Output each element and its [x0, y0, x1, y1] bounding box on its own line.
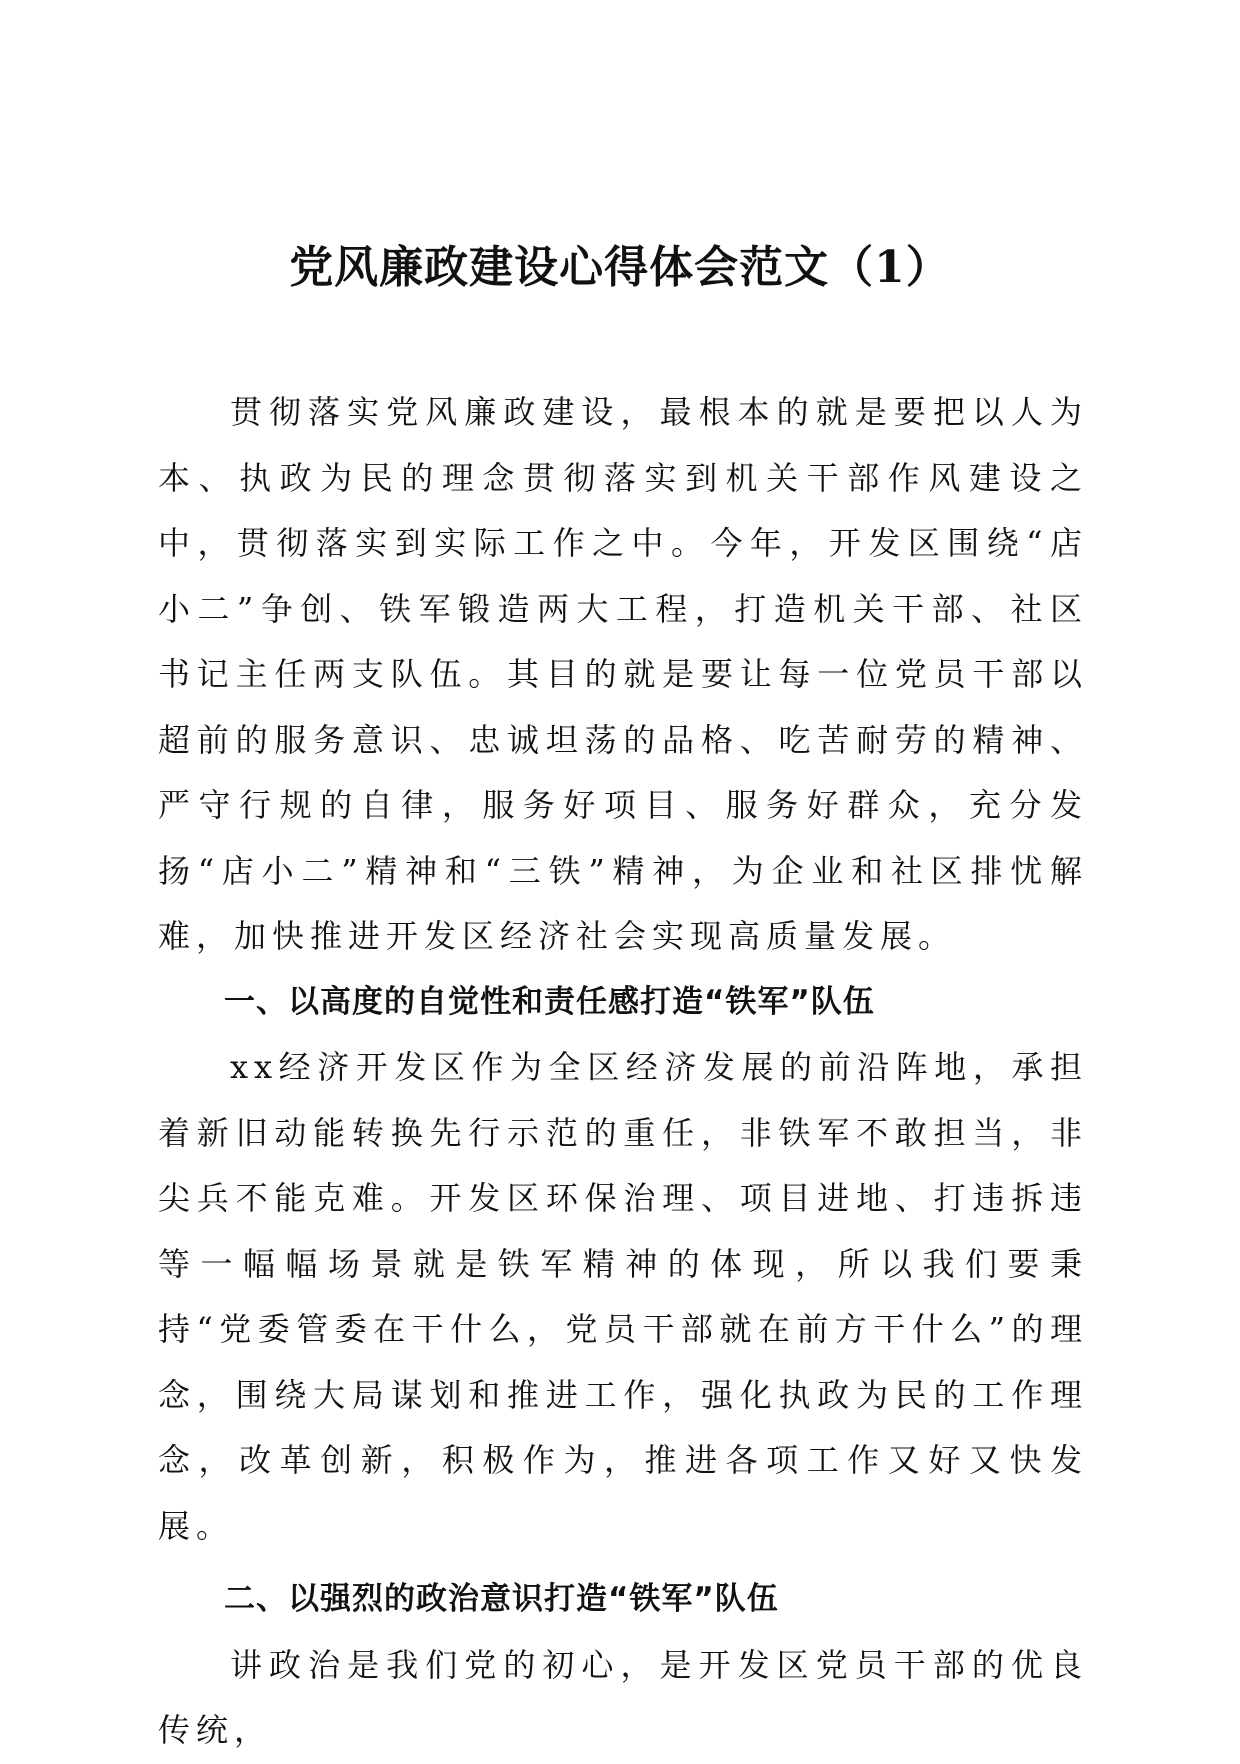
section-heading-2: 二、以强烈的政治意识打造“铁军”队伍: [224, 1581, 779, 1617]
body-paragraph-section-2: 讲政治是我们党的初心，是开发区党员干部的优良传统，: [158, 1645, 1088, 1749]
document-title: 党风廉政建设心得体会范文（1）: [289, 242, 951, 293]
body-paragraph-intro: 贯彻落实党风廉政建设，最根本的就是要把以人为本、执政为民的理念贯彻落实到机关干部作风建设之中，贯彻落实到实际工作之中。今年，开发区围绕“店小二”争创、铁军锻造两大工程，打造机关干部、社区书记主任两支队伍。其目的就是要让每一位党员干部以超前的服务意识、忠诚坦荡的品格、吃苦耐劳的精神、严守行规的自律，服务好项目、服务好群众，充分发扬“店小二”精神和“三铁”精神，为企业和社区排忧解难，加快推进开发区经济社会实现高质量发展。: [158, 393, 1088, 955]
body-paragraph-section-1: xx经济开发区作为全区经济发展的前沿阵地，承担着新旧动能转换先行示范的重任，非铁军不敢担当，非尖兵不能克难。开发区环保治理、项目进地、打违拆违等一幅幅场景就是铁军精神的体现，所以我们要秉持“党委管委在干什么，党员干部就在前方干什么”的理念，围绕大局谋划和推进工作，强化执政为民的工作理念，改革创新，积极作为，推进各项工作又好又快发展。: [158, 1048, 1088, 1545]
section-heading-1: 一、以高度的自觉性和责任感打造“铁军”队伍: [224, 983, 875, 1020]
document-body: [158, 380, 1088, 1764]
